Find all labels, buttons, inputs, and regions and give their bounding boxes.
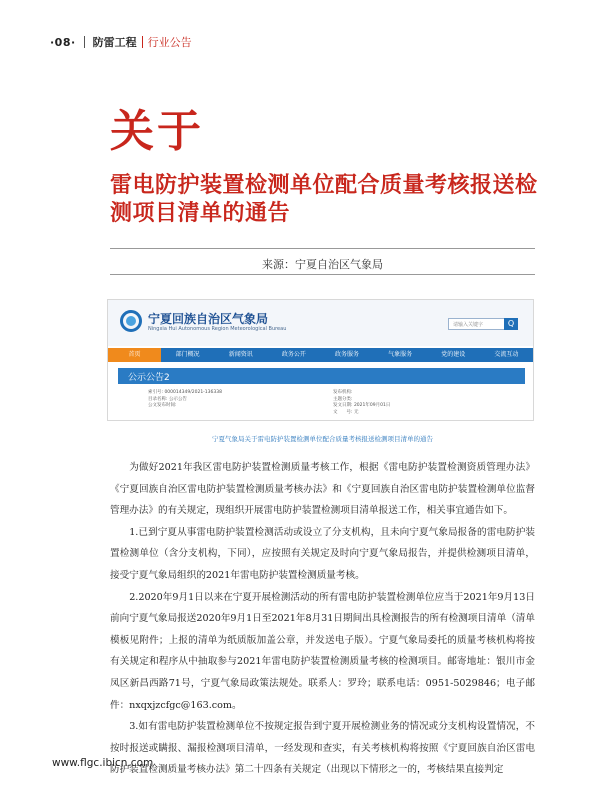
footer-url: www.flgc.ibicn.com — [52, 757, 154, 769]
website-screenshot — [107, 299, 534, 421]
header-divider — [84, 36, 85, 48]
body-paragraph-1: 1.已到宁夏从事雷电防护装置检测活动或设立了分支机构，且未向宁夏气象局报备的雷电防护装置检测单位（含分支机构，下同），应按照有关规定及时向宁夏气象局报告，并提供检测项目清单，接受宁夏气象局组织的2021年雷电防护装置检测质量考核。 — [110, 526, 535, 581]
notice-meta — [148, 390, 518, 416]
nav-item-gov-open: 政务公开 — [281, 351, 306, 358]
meta-category: 目录名称: 公示公告 — [148, 396, 187, 402]
site-name-en: Ningxia Hui Autonomous Region Meteorological Bureau — [148, 326, 287, 332]
site-search-input — [448, 318, 518, 330]
meta-doc-date: 发文日期: 2021年09月01日 — [333, 403, 391, 408]
nav-item-overview: 部门概况 — [175, 351, 200, 358]
meta-validity: 公文发布时间: — [148, 403, 177, 408]
search-placeholder: 请输入关键字 — [453, 322, 484, 328]
nav-item-gov-service: 政务服务 — [335, 351, 360, 358]
nav-item-interaction: 交流互动 — [494, 351, 519, 358]
bureau-logo-icon — [120, 310, 142, 332]
nav-item-party: 党的建设 — [441, 351, 466, 358]
page-number: ·08· — [50, 35, 76, 49]
article-body — [110, 457, 535, 781]
magazine-name: 防雷工程 — [92, 36, 137, 49]
screenshot-caption: 宁夏气象局关于雷电防护装置检测单位配合质量考核报送检测项目清单的通告 — [212, 435, 433, 443]
page-header — [50, 33, 192, 51]
article-title-sub: 雷电防护装置检测单位配合质量考核报送检测项目清单的通告 — [110, 173, 538, 226]
article-source: 来源：宁夏自治区气象局 — [262, 258, 383, 271]
nav-item-news: 新闻资讯 — [228, 351, 253, 358]
title-rule-top — [110, 248, 535, 249]
body-paragraph-3: 3.如有雷电防护装置检测单位不按规定报告到宁夏开展检测业务的情况或分支机构设置情况，不按时报送或瞒报、漏报检测项目清单，一经发现和查实，有关考核机构将按照《宁夏回族自治区雷电防护装置检测质量考核办法》第二十四条有关规定（出现以下情形之一的，考核结果直接判定 — [110, 721, 535, 776]
search-icon: Q — [504, 318, 518, 330]
meta-subject: 主题分类: — [333, 396, 353, 402]
meta-index-no: 索引号: 000014349/2021-136338 — [148, 390, 222, 395]
site-name: 宁夏回族自治区气象局 — [148, 312, 269, 326]
site-nav — [108, 348, 533, 362]
body-paragraph-intro: 为做好2021年我区雷电防护装置检测质量考核工作，根据《雷电防护装置检测资质管理办法》《宁夏回族自治区雷电防护装置检测质量考核办法》和《宁夏回族自治区雷电防护装置检测单位监督管理办法》的有关规定，现组织开展雷电防护装置检测项目清单报送工作，相关事宜通告如下。 — [110, 462, 535, 517]
notice-label: 公示公告2 — [128, 373, 170, 383]
title-rule-bottom — [110, 274, 535, 275]
article-title-main: 关于 — [110, 106, 204, 157]
notice-bar — [118, 368, 525, 384]
nav-item-home: 首页 — [108, 348, 161, 362]
meta-issuer: 发布机构: — [333, 390, 353, 395]
body-paragraph-2: 2.2020年9月1日以来在宁夏开展检测活动的所有雷电防护装置检测单位应当于2021年9月13日前向宁夏气象局报送2020年9月1日至2021年8月31日期间出具检测报告的所有检测项目清单（清单模板见附件；上报的清单为纸质版加盖公章，并发送电子版）。宁夏气象局委托的质量考核机构将按有关规定和程序从中抽取参与2021年雷电防护装置检测质量考核的检测项目。邮寄地址：银川市金凤区新昌西路71号，宁夏气象局政策法规处。联系人：罗玲；联系电话：0951-5029846；电子邮件：nxqxjzcfgc@163.com。 — [110, 591, 535, 711]
site-header — [108, 300, 533, 346]
header-divider-red — [142, 36, 143, 48]
nav-item-weather: 气象服务 — [388, 351, 413, 358]
meta-serial: 文 号: 无 — [333, 409, 359, 415]
section-name: 行业公告 — [147, 36, 192, 49]
